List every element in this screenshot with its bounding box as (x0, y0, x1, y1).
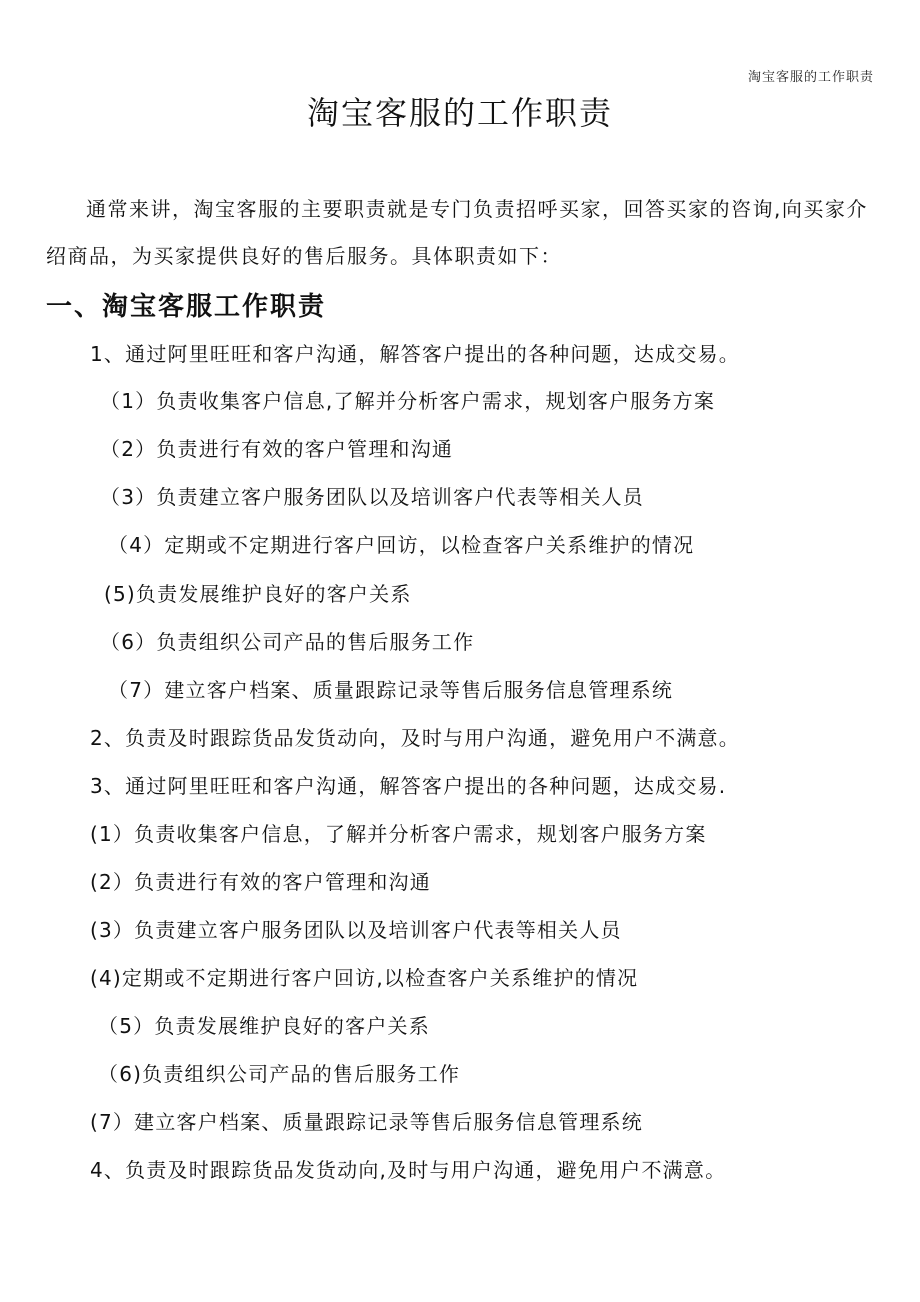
section-heading: 一、淘宝客服工作职责 (46, 292, 327, 322)
intro-paragraph (46, 186, 876, 280)
list-item: (5)负责发展维护良好的客户关系 (104, 582, 412, 606)
list-item: （7）建立客户档案、质量跟踪记录等售后服务信息管理系统 (108, 678, 674, 702)
document-title: 淘宝客服的工作职责 (306, 94, 613, 132)
list-item: (3）负责建立客户服务团队以及培训客户代表等相关人员 (90, 918, 622, 942)
list-item: 4、负责及时跟踪货品发货动向,及时与用户沟通，避免用户不满意。 (90, 1158, 727, 1182)
list-item: （6)负责组织公司产品的售后服务工作 (98, 1062, 461, 1086)
list-item: （6）负责组织公司产品的售后服务工作 (100, 630, 475, 654)
list-item: （3）负责建立客户服务团队以及培训客户代表等相关人员 (100, 485, 644, 509)
list-item: （4）定期或不定期进行客户回访，以检查客户关系维护的情况 (108, 533, 695, 557)
list-item: (2）负责进行有效的客户管理和沟通 (90, 870, 431, 894)
list-item: (1）负责收集客户信息，了解并分析客户需求，规划客户服务方案 (90, 822, 707, 846)
running-header: 淘宝客服的工作职责 (747, 70, 874, 85)
list-item: （2）负责进行有效的客户管理和沟通 (100, 437, 454, 461)
list-item: 1、通过阿里旺旺和客户沟通，解答客户提出的各种问题，达成交易。 (90, 342, 740, 366)
list-item: 2、负责及时跟踪货品发货动向，及时与用户沟通，避免用户不满意。 (90, 726, 740, 750)
list-item: 3、通过阿里旺旺和客户沟通，解答客户提出的各种问题，达成交易. (90, 774, 727, 798)
intro-text: 通常来讲，淘宝客服的主要职责就是专门负责招呼买家，回答买家的咨询,向买家介绍商品，为买家提供良好的售后服务。具体职责如下： (46, 197, 868, 268)
list-item: (7）建立客户档案、质量跟踪记录等售后服务信息管理系统 (90, 1110, 643, 1134)
list-item: (4)定期或不定期进行客户回访,以检查客户关系维护的情况 (90, 966, 639, 990)
list-item: （1）负责收集客户信息,了解并分析客户需求，规划客户服务方案 (100, 389, 716, 413)
list-item: （5）负责发展维护良好的客户关系 (98, 1014, 430, 1038)
